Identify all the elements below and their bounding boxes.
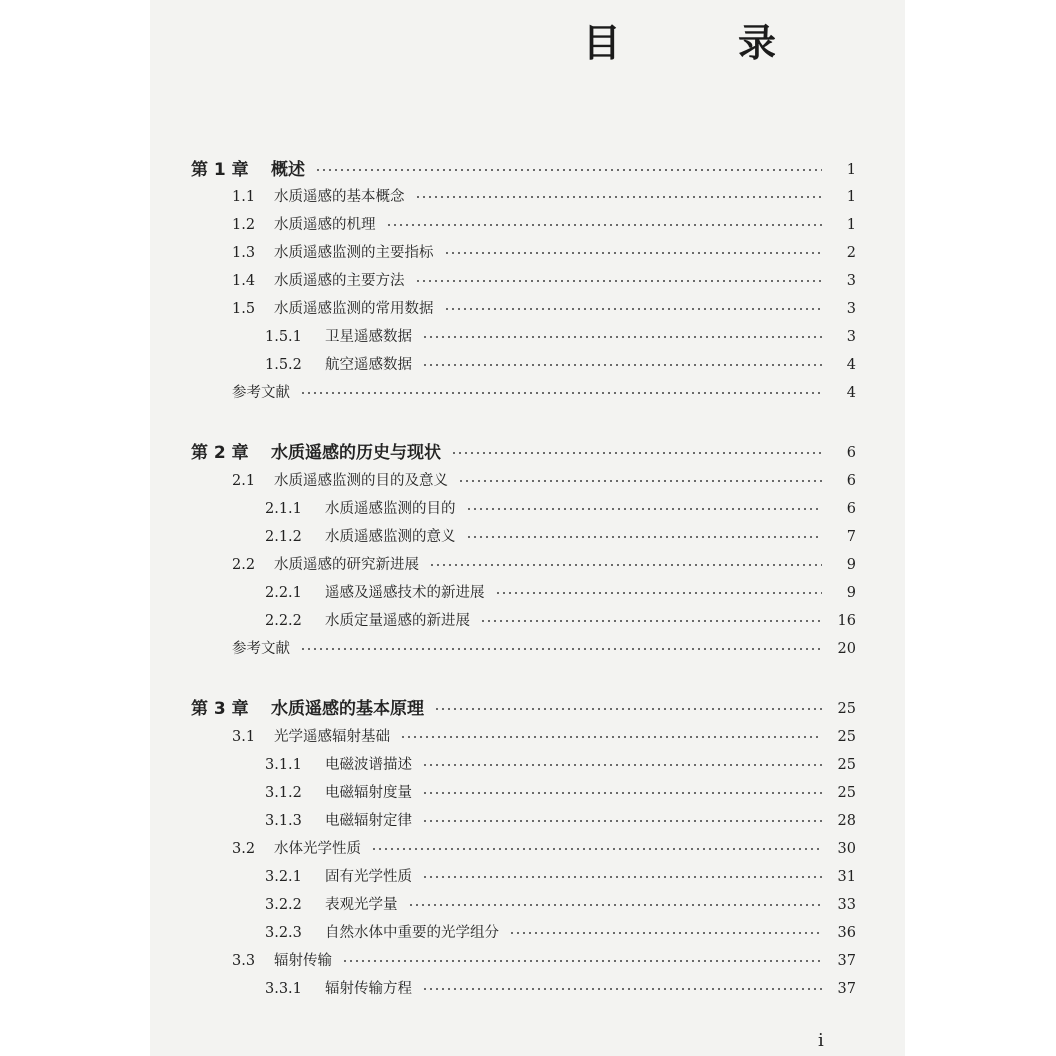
toc-entry-number: 1.5 [232,301,256,317]
toc-entry-page: 1 [846,189,856,205]
toc-entry-number: 3.1.2 [265,785,302,801]
dot-leader [342,960,822,962]
toc-entry-sub [0,525,1056,549]
toc-entry-number: 3.2.1 [265,869,302,885]
toc-entry-title: 水质遥感监测的意义 [325,529,456,545]
toc-entry-page: 25 [837,729,856,745]
toc-entry-page: 25 [837,701,856,717]
toc-entry-sec [0,725,1056,749]
toc-entry-page: 28 [837,813,856,829]
toc-entry-number: 1.5.1 [265,329,302,345]
dot-leader [315,169,822,171]
toc-entry-sub [0,921,1056,945]
toc-entry-title: 水质遥感监测的目的 [325,501,456,517]
toc-entry-page: 36 [837,925,856,941]
toc-entry-sub [0,977,1056,1001]
dot-leader [386,224,823,226]
toc-entry-page: 9 [846,585,856,601]
toc-entry-title: 参考文献 [232,641,290,657]
toc-entry-page: 1 [846,217,856,233]
toc-entry-number: 2.2 [232,557,256,573]
toc-entry-page: 3 [846,301,856,317]
toc-entry-title: 水体光学性质 [274,841,361,857]
toc-entry-number: 3.1.3 [265,813,302,829]
dot-leader [422,764,822,766]
toc-entry-number: 3.1.1 [265,757,302,773]
dot-leader [422,876,822,878]
toc-entry-page: 33 [837,897,856,913]
toc-entry-ref [0,637,1056,661]
toc-entry-title: 遥感及遥感技术的新进展 [325,585,485,601]
toc-entry-number: 2.2.2 [265,613,302,629]
toc-entry-number: 第 1 章 [191,160,249,180]
dot-leader [480,620,822,622]
toc-entry-number: 第 2 章 [191,443,249,463]
dot-leader [444,308,823,310]
dot-leader [371,848,822,850]
toc-entry-title: 固有光学性质 [325,869,412,885]
toc-entry-page: 4 [846,357,856,373]
toc-entry-sub [0,893,1056,917]
toc-entry-title: 水质遥感的主要方法 [274,273,405,289]
toc-entry-title: 水质遥感的机理 [274,217,376,233]
toc-entry-ref [0,381,1056,405]
toc-entry-title: 水质遥感监测的常用数据 [274,301,434,317]
toc-entry-sub [0,609,1056,633]
toc-entry-title: 电磁波谱描述 [325,757,412,773]
toc-entry-page: 3 [846,273,856,289]
dot-leader [408,904,823,906]
dot-leader [509,932,822,934]
toc-entry-number: 1.3 [232,245,256,261]
toc-entry-number: 3.3.1 [265,981,302,997]
toc-entry-sub [0,781,1056,805]
toc-entry-sec [0,553,1056,577]
toc-entry-sub [0,353,1056,377]
toc-entry-page: 6 [846,445,856,461]
toc-entry-sec [0,297,1056,321]
toc-entry-sec [0,269,1056,293]
toc-entry-sec [0,469,1056,493]
dot-leader [300,648,822,650]
toc-entry-page: 25 [837,785,856,801]
toc-entry-page: 1 [846,162,856,178]
toc-entry-page: 7 [846,529,856,545]
toc-entry-page: 4 [846,385,856,401]
toc-entry-sub [0,581,1056,605]
toc-entry-page: 16 [837,613,856,629]
toc-entry-title: 自然水体中重要的光学组分 [325,925,499,941]
dot-leader [300,392,822,394]
toc-entry-title: 电磁辐射定律 [325,813,412,829]
toc-entry-number: 3.3 [232,953,256,969]
toc-entry-title: 水质遥感的基本概念 [274,189,405,205]
toc-entry-sub [0,497,1056,521]
toc-entry-title: 水质遥感监测的目的及意义 [274,473,448,489]
dot-leader [458,480,822,482]
toc-entry-sec [0,213,1056,237]
toc-entry-chapter [0,441,1056,465]
toc-entry-page: 2 [846,245,856,261]
toc-entry-page: 30 [837,841,856,857]
toc-entry-number: 1.4 [232,273,256,289]
toc-entry-sec [0,837,1056,861]
toc-entry-title: 辐射传输方程 [325,981,412,997]
toc-entry-sub [0,753,1056,777]
page-title: 目 录 [582,21,828,65]
toc-entry-sec [0,949,1056,973]
toc-entry-title: 水质遥感监测的主要指标 [274,245,434,261]
dot-leader [495,592,823,594]
toc-entry-number: 1.2 [232,217,256,233]
toc-entry-title: 表观光学量 [325,897,398,913]
toc-entry-page: 37 [837,953,856,969]
toc-entry-sub [0,325,1056,349]
toc-entry-title: 航空遥感数据 [325,357,412,373]
toc-entry-number: 2.2.1 [265,585,302,601]
dot-leader [422,988,822,990]
dot-leader [422,336,822,338]
toc-entry-sub [0,809,1056,833]
toc-entry-page: 31 [837,869,856,885]
toc-entry-title: 光学遥感辐射基础 [274,729,390,745]
dot-leader [466,536,823,538]
dot-leader [434,708,822,710]
toc-entry-sub [0,865,1056,889]
toc-entry-page: 3 [846,329,856,345]
toc-entry-title: 水质遥感的基本原理 [271,699,424,719]
dot-leader [400,736,822,738]
toc-entry-number: 3.2 [232,841,256,857]
toc-entry-title: 参考文献 [232,385,290,401]
dot-leader [451,452,822,454]
toc-entry-title: 卫星遥感数据 [325,329,412,345]
toc-entry-page: 6 [846,501,856,517]
toc-entry-title: 水质定量遥感的新进展 [325,613,470,629]
toc-entry-number: 3.2.2 [265,897,302,913]
toc-entry-number: 1.1 [232,189,256,205]
toc-entry-title: 概述 [271,160,305,180]
dot-leader [422,820,822,822]
toc-entry-chapter [0,158,1056,182]
toc-entry-number: 第 3 章 [191,699,249,719]
dot-leader [422,364,822,366]
page-folio: i [818,1030,824,1051]
dot-leader [415,280,823,282]
dot-leader [429,564,822,566]
toc-entry-number: 1.5.2 [265,357,302,373]
toc-entry-title: 水质遥感的历史与现状 [271,443,441,463]
dot-leader [415,196,823,198]
toc-entry-number: 2.1.2 [265,529,302,545]
toc-entry-title: 辐射传输 [274,953,332,969]
toc-entry-page: 9 [846,557,856,573]
dot-leader [466,508,823,510]
toc-entry-page: 37 [837,981,856,997]
toc-entry-number: 2.1 [232,473,256,489]
toc-entry-page: 20 [837,641,856,657]
toc-entry-page: 6 [846,473,856,489]
toc-entry-number: 3.1 [232,729,256,745]
toc-entry-title: 水质遥感的研究新进展 [274,557,419,573]
toc-entry-number: 3.2.3 [265,925,302,941]
toc-entry-number: 2.1.1 [265,501,302,517]
toc-entry-sec [0,241,1056,265]
toc-entry-title: 电磁辐射度量 [325,785,412,801]
toc-entry-sec [0,185,1056,209]
dot-leader [444,252,823,254]
dot-leader [422,792,822,794]
toc-entry-chapter [0,697,1056,721]
toc-entry-page: 25 [837,757,856,773]
